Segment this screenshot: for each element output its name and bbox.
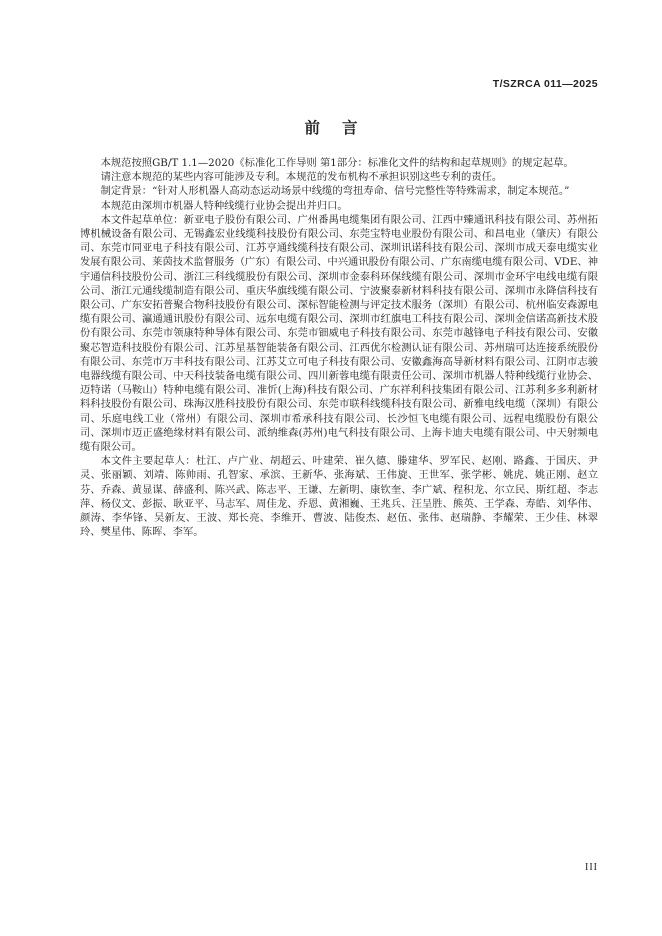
- paragraph-patent-notice: 请注意本规范的某些内容可能涉及专利。本规范的发布机构不承担识别这些专利的责任。: [100, 171, 503, 184]
- foreword-body: [80, 156, 598, 539]
- paragraph-proposer: 本规范由深圳市机器人特种线缆行业协会提出并归口。: [100, 199, 348, 212]
- paragraph-drafters: 本文件主要起草人：杜江、卢广业、胡超云、叶建荣、崔久德、滕建华、罗军民、赵刚、路鑫、于国庆、尹灵、张丽颖、刘靖、陈帅雨、孔智家、承滨、王新华、张海斌、王伟旋、王世军、张学彬、姚虎、姚正刚、赵立芬、乔森、黄显谋、薛盛利、陈兴武、陈志平、王谦、左新明、康钦奎、李广斌、程积龙、尔立民、斯红超、李志萍、杨仪文、彭振、耿亚平、马志军、周佳龙、乔恩、黄湘巍、王兆兵、汪呈胜、熊英、王学森、寿皓、刘华伟、颜涛、李华锋、吴新友、王波、郑长亮、李维开、曹波、陆俊杰、赵伍、张伟、赵瑞静、李耀荣、王少佳、林翠玲、樊星伟、陈晖、李军。: [80, 455, 598, 539]
- page-title: 前言: [304, 119, 380, 137]
- standard-code: T/SZRCA 011—2025: [492, 78, 598, 90]
- paragraph-drafting-rules: 本规范按照GB/T 1.1—2020《标准化工作导则 第1部分：标准化文件的结构和起草规则》的规定起草。: [100, 157, 574, 169]
- paragraph-background: 制定背景：“针对人形机器人高动态运动场景中线缆的弯扭寿命、信号完整性等特殊需求，制定本规范。”: [100, 185, 570, 198]
- paragraph-drafting-units: 本文件起草单位：新亚电子股份有限公司、广州番禺电缆集团有限公司、江西中臻通讯科技有限公司、苏州拓博机械设备有限公司、无锡鑫宏业线缆科技股份有限公司、东莞宝特电业股份有限公司、和昌电业（肇庆）有限公司、东莞市同亚电子科技有限公司、江苏亨通线缆科技有限公司、深圳讯诺科技有限公司、深圳市成天泰电缆实业发展有限公司、莱茵技术监督服务（广东）有限公司、中兴通讯股份有限公司、广东南缆电缆有限公司、VDE、神宇通信科技股份公司、浙江三科线缆股份有限公司、深圳市金泰科环保线缆有限公司、深圳市金环宇电线电缆有限公司、浙江元通线缆制造有限公司、重庆华旗线缆有限公司、宁波聚泰新材料科技有限公司、深圳市永降信科技有限公司、广东安拓普聚合物科技股份有限公司、深标智能检测与评定技术服务（深圳）有限公司、杭州临安森源电缆有限公司、瀛通通讯股份有限公司、远东电缆有限公司、深圳市红旗电工科技有限公司、深圳金信诺高新技术股份有限公司、东莞市领康特种导体有限公司、东莞市钿威电子科技有限公司、东莞市越锋电子科技有限公司、安徽聚芯智造科技股份有限公司、江苏星基智能装备有限公司、江西优尔检测认证有限公司、苏州瑞可达连接系统股份有限公司、东莞市万丰科技有限公司、江苏艾立可电子科技有限公司、安徽鑫海高导新材料有限公司、江阴市志骏电器线缆有限公司、中天科技装备电缆有限公司、四川新蓉电缆有限责任公司、深圳市机器人特种线缆行业协会、迈特诺（马鞍山）特种电缆有限公司、准忻(上海)科技有限公司、广东祥利科技集团有限公司、江苏利多多利新材料科技股份有限公司、珠海汉胜科技股份有限公司、东莞市联科线缆科技有限公司、新雅电线电缆（深圳）有限公司、乐庭电线工业（常州）有限公司、深圳市希承科技有限公司、长沙恒飞电缆有限公司、远程电缆股份有限公司、深圳市迈正盛绝缘材料有限公司、派纳维森(苏州)电气科技有限公司、上海卡迪夫电缆有限公司、中天射频电缆有限公司。: [80, 213, 598, 454]
- page-number: III: [585, 862, 598, 873]
